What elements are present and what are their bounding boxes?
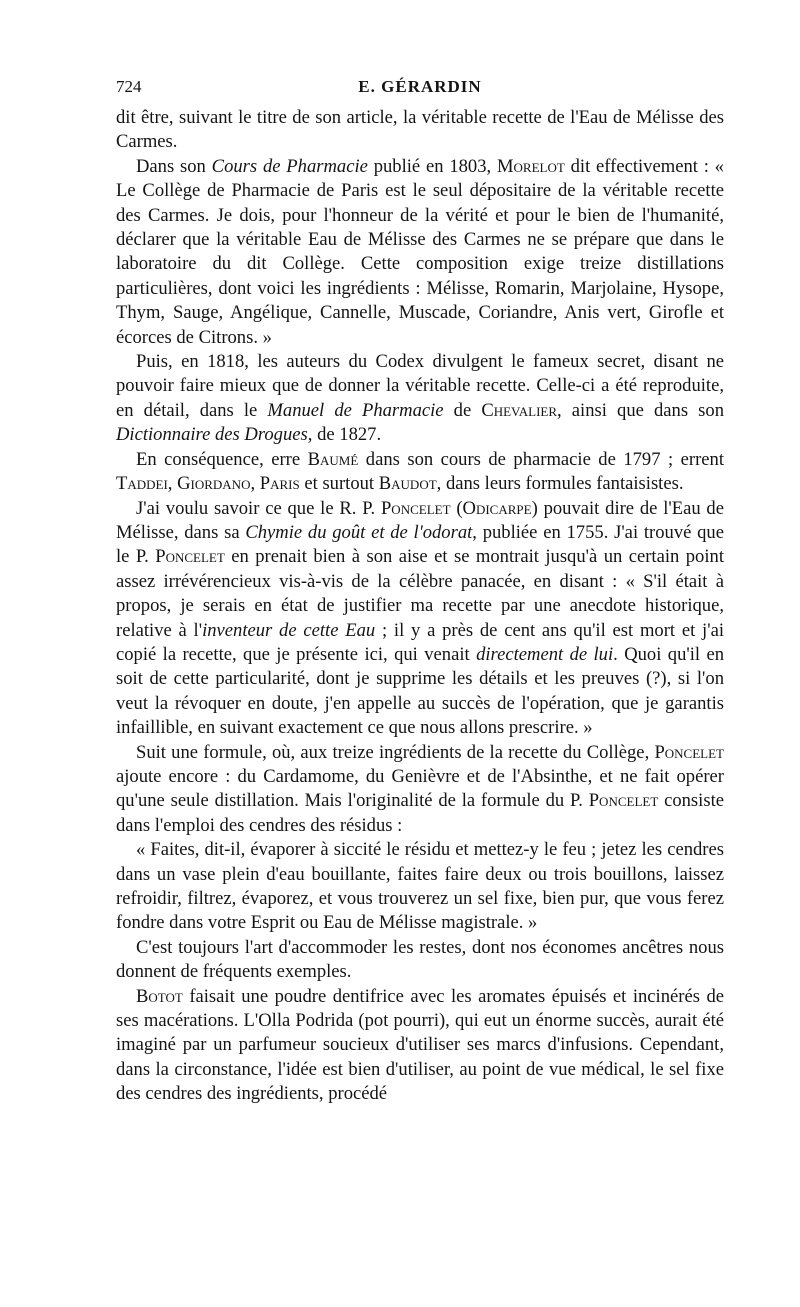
p9-text-b: faisait une poudre dentifrice avec les aromates épuisés et incinérés de ses macérations. L'Olla Podrida (pot pourri), qui eut un énorme succès, aurait été imaginé par un parfumeur soucieux d'utiliser ses marcs d'infusions. Cependant, dans la circonstance, l'idée est bien d'utiliser, au point de vue médical, le sel fixe des cendres des ingrédients, procédé: [116, 985, 724, 1105]
p4-text-a: En conséquence, erre: [136, 448, 308, 470]
paragraph-5: [116, 497, 724, 741]
author-taddei: Taddei: [116, 473, 168, 495]
page-number: 724: [116, 77, 142, 96]
author-paris: Paris: [259, 473, 300, 495]
book-title-manuel-de-pharmacie: Manuel de Pharmacie: [267, 399, 444, 421]
p7-text: « Faites, dit-il, évaporer à siccité le résidu et mettez-y le feu ; jetez les cendres dans un vase plein d'eau bouillante, faites faire deux ou trois bouillons, laissez refroidir, filtrez, évaporez, et vous trouverez un sel fixe, bien pur, que vous ferez fondre dans votre Esprit ou Eau de Mélisse magistrale. »: [116, 839, 724, 934]
p2-text-a: Dans son: [136, 155, 212, 177]
italic-inventeur-de-cette-eau: inventeur de cette Eau: [202, 619, 376, 641]
author-poncelet: Poncelet: [155, 546, 225, 568]
paragraph-2: [116, 155, 724, 350]
author-giordano: Giordano: [177, 473, 251, 495]
paragraph-4: [116, 448, 724, 497]
author-botot: Botot: [136, 985, 183, 1007]
p6-text-a: Suit une formule, où, aux treize ingrédients de la recette du Collège,: [136, 741, 655, 763]
p4-text-g: ,: [250, 473, 260, 495]
p4-text-k: , dans leurs formules fantaisistes.: [436, 473, 684, 495]
author-chevalier: Chevalier: [481, 399, 558, 421]
p8-text: C'est toujours l'art d'accommoder les restes, dont nos économes ancêtres nous donnent de fréquents exemples.: [116, 936, 724, 983]
paragraph-3: [116, 350, 724, 448]
paragraph-6: [116, 741, 724, 839]
p5-text-g: , publiée en 1755. J'ai trouvé que le P.: [116, 521, 724, 568]
paragraph-8: [116, 936, 724, 985]
author-odicarpe: Odicarpe: [462, 497, 532, 519]
p6-text-c: ajoute encore : du Cardamome, du Genièvre et de l'Absinthe, et ne fait opérer qu'une seule distillation. Mais l'originalité de la formule du P.: [116, 765, 724, 812]
book-page: [116, 76, 724, 1107]
author-poncelet: Poncelet: [654, 741, 724, 763]
p4-text-i: et surtout: [299, 473, 379, 495]
paragraph-9: [116, 985, 724, 1107]
p3-text-e: , ainsi que dans son: [557, 399, 724, 421]
author-poncelet: Poncelet: [380, 497, 451, 519]
paragraph-7: [116, 838, 724, 936]
p5-text-c: (: [450, 497, 463, 519]
author-poncelet: Poncelet: [588, 790, 659, 812]
p2-text-e: dit effectivement : « Le Collège de Pharmacie de Paris est le seul dépositaire de la véritable recette des Carmes. Je dois, pour l'honneur de la vérité et pour le bien de l'humanité, déclarer que la véritable Eau de Mélisse des Carmes ne se prépare que dans le laboratoire du dit Collège. Cette composition exige treize distillations particulières, dont voici les ingrédients : Mélisse, Romarin, Marjolaine, Hysope, Thym, Sauge, Angélique, Cannelle, Muscade, Coriandre, Anis vert, Girofle et écorces de Citrons. »: [116, 155, 724, 348]
p3-text-g: , de 1827.: [307, 424, 382, 446]
p3-text-a: Puis, en 1818, les auteurs du Codex divulgent le fameux secret, disant ne pouvoir faire mieux que de donner la véritable recette. Celle-ci a été reproduite, en détail, dans le: [116, 351, 724, 421]
book-title-dictionnaire-des-drogues: Dictionnaire des Drogues: [116, 424, 308, 446]
p5-text-m: . Quoi qu'il en soit de cette particularité, dont je supprime les détails et les preuves (?), si l'on veut la révoquer en doute, j'en appelle au succès de l'opération, que je garantis infaillible, en suivant exactement ce que nous allons prescrire. »: [116, 643, 725, 739]
italic-directement-de-lui: directement de lui: [476, 643, 614, 665]
author-morelot: Morelot: [496, 155, 565, 177]
p4-text-e: ,: [167, 473, 178, 495]
running-head: [116, 76, 724, 98]
p4-text-c: dans son cours de pharmacie de 1797 ; errent: [358, 448, 724, 470]
p5-text-e: ) pouvait dire de l'Eau de Mélisse, dans sa: [116, 497, 724, 543]
p2-text-c: publié en 1803,: [367, 155, 497, 177]
p5-text-a: J'ai voulu savoir ce que le R. P.: [136, 497, 381, 519]
p1-text: dit être, suivant le titre de son article, la véritable recette de l'Eau de Mélisse des Carmes.: [116, 107, 724, 153]
p5-text-i: en prenait bien à son aise et se montrait jusqu'à un certain point assez irrévérencieux vis-à-vis de la célèbre panacée, en disant : « S'il était à propos, je serais en état de justifier ma recette par une anecdote historique, relative à l': [116, 546, 724, 641]
p3-text-c: de: [443, 399, 482, 421]
p5-text-k: ; il y a près de cent ans qu'il est mort et j'ai copié la recette, que je présente ici, qui venait: [116, 619, 724, 665]
book-title-chymie-du-gout: Chymie du goût et de l'odorat: [245, 521, 473, 543]
paragraph-1: [116, 106, 724, 155]
author-baume: Baumé: [307, 448, 359, 470]
book-title-cours-de-pharmacie: Cours de Pharmacie: [211, 155, 368, 177]
body-text: [116, 106, 724, 1107]
author-baudot: Baudot: [378, 473, 437, 495]
p6-text-e: consiste dans l'emploi des cendres des résidus :: [116, 790, 724, 836]
running-title: E. GÉRARDIN: [358, 77, 482, 96]
